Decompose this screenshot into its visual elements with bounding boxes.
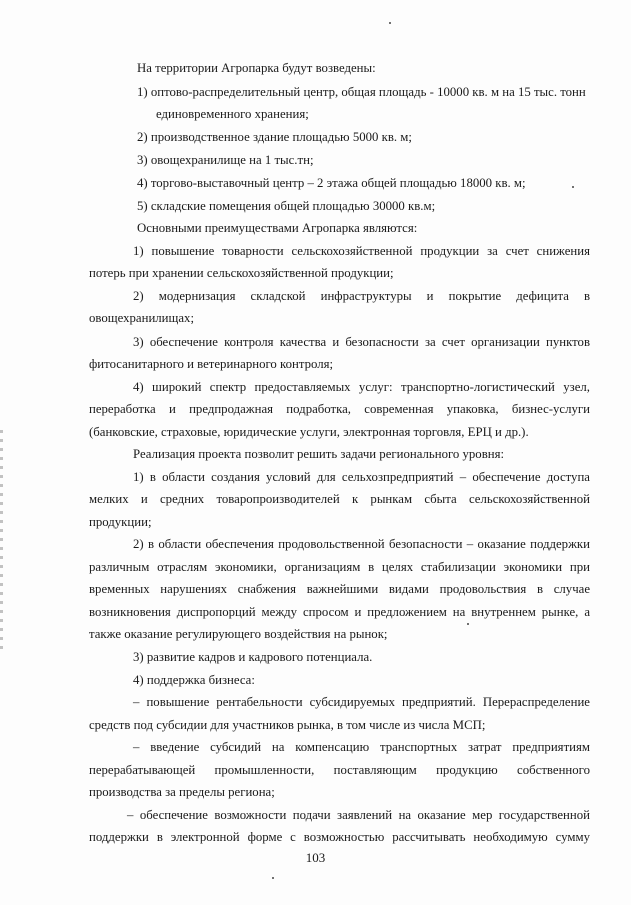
- text-line: 3) развитие кадров и кадрового потенциала.: [133, 650, 373, 664]
- text-line: средств под субсидии для участников рынка, в том числе из числа МСП;: [89, 718, 486, 732]
- text-line: перерабатывающей промышленности, поставляющим продукцию собственного: [89, 763, 590, 777]
- text-line: 2) производственное здание площадью 5000 кв. м;: [137, 130, 412, 144]
- text-line: 3) овощехранилище на 1 тыс.тн;: [137, 153, 314, 167]
- scan-edge-artifact: [0, 430, 3, 650]
- text-line: 5) складские помещения общей площадью 30000 кв.м;: [137, 199, 436, 213]
- text-line: возникновения диспропорций между спросом и предложением на внутреннем рынке, а: [89, 605, 590, 619]
- text-line: мелких и средних товаропроизводителей к рынкам сбыта сельскохозяйственной: [89, 492, 590, 506]
- text-line: Основными преимуществами Агропарка являются:: [137, 221, 418, 235]
- scan-speck: [272, 877, 274, 879]
- text-line: овощехранилищах;: [89, 311, 195, 325]
- text-line: 1) в области создания условий для сельхозпредприятий – обеспечение доступа: [133, 470, 590, 484]
- text-line: (банковские, страховые, юридические услуги, электронная торговля, ЕРЦ и др.).: [89, 425, 529, 439]
- text-line: 2) модернизация складской инфраструктуры и покрытие дефицита в: [133, 289, 590, 303]
- text-line: – повышение рентабельности субсидируемых предприятий. Перераспределение: [133, 695, 590, 709]
- text-line: 1) оптово-распределительный центр, общая площадь - 10000 кв. м на 15 тыс. тонн: [137, 85, 586, 99]
- text-line: временных нарушениях снабжения важнейшими видами продовольствия в случае: [89, 582, 590, 596]
- text-line: продукции;: [89, 515, 152, 529]
- text-line: – введение субсидий на компенсацию транспортных затрат предприятиям: [133, 740, 590, 754]
- text-line: 1) повышение товарности сельскохозяйственной продукции за счет снижения: [133, 244, 590, 258]
- text-line: производства за пределы региона;: [89, 785, 275, 799]
- text-line: фитосанитарного и ветеринарного контроля;: [89, 357, 334, 371]
- text-line: На территории Агропарка будут возведены:: [137, 61, 376, 75]
- text-line: 4) торгово-выставочный центр – 2 этажа общей площадью 18000 кв. м;: [137, 176, 526, 190]
- scan-speck: [389, 22, 391, 24]
- text-line: переработка и предпродажная подработка, современная упаковка, бизнес-услуги: [89, 402, 590, 416]
- text-line: единовременного хранения;: [156, 107, 309, 121]
- text-line: 4) поддержка бизнеса:: [133, 673, 255, 687]
- text-line: 4) широкий спектр предоставляемых услуг: транспортно-логистический узел,: [133, 380, 590, 394]
- text-line: Реализация проекта позволит решить задачи регионального уровня:: [133, 447, 505, 461]
- text-line: – обеспечение возможности подачи заявлений на оказание мер государственной: [127, 808, 590, 822]
- text-line: различным отраслям экономики, организациям в целях стабилизации экономики при: [89, 560, 590, 574]
- text-line: 2) в области обеспечения продовольственной безопасности – оказание поддержки: [133, 537, 590, 551]
- text-line: потерь при хранении сельскохозяйственной продукции;: [89, 266, 394, 280]
- text-line: поддержки в электронной форме с возможностью рассчитывать необходимую сумму: [89, 830, 590, 844]
- text-line: 3) обеспечение контроля качества и безопасности за счет организации пунктов: [133, 335, 590, 349]
- scan-speck: [467, 623, 469, 625]
- page-number: 103: [305, 850, 326, 865]
- text-line: также оказание регулирующего воздействия на рынок;: [89, 627, 388, 641]
